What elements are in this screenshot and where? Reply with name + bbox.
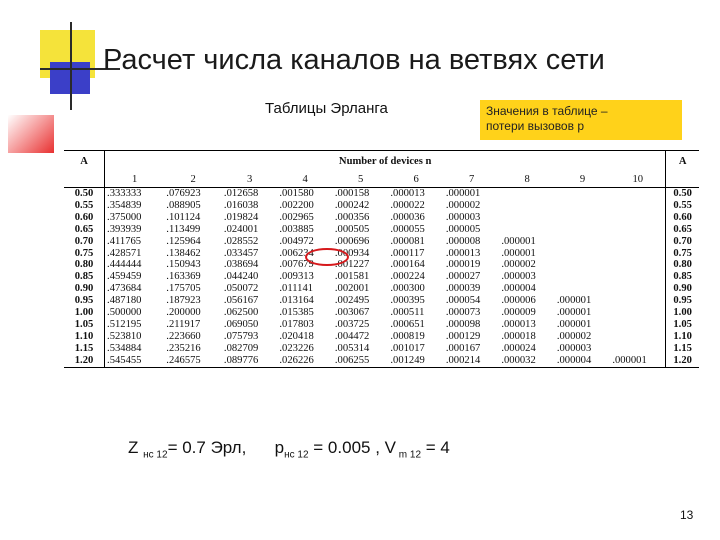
- table-cell: .163369: [166, 271, 201, 283]
- a-value-right: 0.60: [666, 212, 699, 224]
- table-cell: [610, 307, 665, 319]
- table-cell: .000039: [445, 283, 481, 295]
- table-cell: .428571: [107, 247, 142, 259]
- table-cell: .012658: [223, 188, 259, 199]
- table-cell: [499, 188, 554, 200]
- table-cell: .003725: [334, 318, 370, 330]
- a-value-right: 0.55: [666, 200, 699, 212]
- table-cell: [555, 248, 610, 260]
- table-cell: .223660: [166, 330, 201, 342]
- v-subscript: m 12: [396, 449, 422, 461]
- table-cell: .056167: [223, 295, 259, 307]
- p-subscript: нс 12: [284, 449, 309, 461]
- table-cell: .009313: [279, 271, 314, 283]
- table-row: [64, 188, 699, 200]
- a-value-left: 0.70: [64, 236, 105, 248]
- table-cell: .000009: [501, 307, 536, 319]
- table-row: [64, 248, 699, 260]
- table-cell: .000696: [334, 235, 370, 247]
- a-value-left: 1.10: [64, 331, 105, 343]
- device-number-header: 7: [444, 173, 499, 188]
- table-cell: .354839: [107, 199, 142, 211]
- table-cell: .393939: [107, 223, 142, 235]
- p-symbol: р: [274, 438, 285, 457]
- table-cell: .011141: [279, 283, 314, 295]
- table-cell: .000054: [445, 295, 481, 307]
- table-cell: .016038: [223, 199, 259, 211]
- table-cell: .006255: [333, 355, 388, 367]
- table-cell: .002495: [334, 295, 370, 307]
- table-cell: .000027: [445, 271, 481, 283]
- table-row: [64, 271, 699, 283]
- table-cell: [610, 295, 665, 307]
- table-cell: .002001: [334, 283, 370, 295]
- z-symbol: Z: [128, 438, 139, 457]
- table-cell: .007679: [279, 259, 314, 271]
- erlang-table: [64, 150, 699, 368]
- table-cell: .000055: [390, 223, 425, 235]
- decor-vertical-line: [70, 22, 72, 110]
- table-cell: .545455: [105, 355, 165, 367]
- a-value-right: 0.90: [666, 283, 699, 295]
- table-cell: [610, 224, 665, 236]
- table-cell: .001227: [334, 259, 370, 271]
- table-cell: .001249: [388, 355, 443, 367]
- table-cell: [555, 200, 610, 212]
- device-number-header: 3: [222, 173, 277, 188]
- a-value-right: 0.75: [666, 248, 699, 260]
- table-cell: .000224: [390, 271, 425, 283]
- table-cell: .000158: [334, 188, 370, 199]
- device-number-header: 10: [610, 173, 665, 188]
- table-cell: .000395: [390, 295, 425, 307]
- table-cell: [555, 283, 610, 295]
- table-cell: .500000: [107, 307, 142, 319]
- table-cell: .000129: [445, 330, 481, 342]
- z-value: = 0.7 Эрл,: [167, 438, 247, 457]
- table-cell: .000511: [390, 307, 425, 319]
- a-value-left: 0.85: [64, 271, 105, 283]
- table-cell: .033457: [223, 247, 259, 259]
- a-value-left: 1.20: [64, 355, 105, 367]
- table-cell: .015385: [279, 307, 314, 319]
- table-cell: .000001: [556, 318, 592, 330]
- table-cell: .000098: [445, 318, 481, 330]
- table-cell: .019824: [223, 211, 259, 223]
- table-cell: .000001: [610, 355, 665, 367]
- table-cell: .076923: [166, 188, 201, 199]
- table-cell: .000001: [445, 188, 481, 199]
- table-cell: .006234: [279, 247, 314, 259]
- table-cell: .000117: [390, 247, 425, 259]
- table-cell: .000018: [501, 330, 536, 342]
- table-cell: .026226: [277, 355, 332, 367]
- note-text: Значения в таблице – потери вызовов p: [486, 104, 608, 133]
- table-cell: .000003: [556, 342, 592, 354]
- table-cell: [555, 188, 610, 200]
- a-value-left: 1.00: [64, 307, 105, 319]
- table-cell: .000005: [445, 223, 481, 235]
- table-cell: .211917: [166, 318, 201, 330]
- table-cell: .000004: [555, 355, 610, 367]
- table-cell: .000013: [445, 247, 481, 259]
- device-number-row: [64, 173, 699, 188]
- table-cell: [610, 319, 665, 331]
- table-cell: .487180: [107, 295, 142, 307]
- table-cell: .017803: [279, 318, 314, 330]
- page-number: 13: [680, 508, 694, 522]
- table-cell: .000164: [390, 259, 425, 271]
- table-cell: .005314: [334, 342, 370, 354]
- table-cell: [499, 212, 554, 224]
- table-cell: .235216: [166, 342, 201, 354]
- table-cell: .200000: [166, 307, 201, 319]
- a-value-left: 1.15: [64, 343, 105, 355]
- table-cell: [610, 188, 665, 200]
- table-cell: .000019: [445, 259, 481, 271]
- table-cell: .246575: [164, 355, 222, 367]
- table-cell: [499, 224, 554, 236]
- a-value-left: 0.90: [64, 283, 105, 295]
- right-a-label: A: [666, 151, 699, 174]
- table-cell: [610, 236, 665, 248]
- a-value-right: 1.10: [666, 331, 699, 343]
- table-row: [64, 236, 699, 248]
- table-cell: .000003: [501, 271, 536, 283]
- table-cell: [610, 331, 665, 343]
- table-caption: Таблицы Эрланга: [265, 100, 388, 117]
- table-cell: .050072: [223, 283, 259, 295]
- table-cell: .000002: [556, 330, 592, 342]
- table-cell: .444444: [107, 259, 142, 271]
- table-cell: .002200: [279, 199, 314, 211]
- table-cell: [499, 200, 554, 212]
- table-cell: .003067: [334, 307, 370, 319]
- table-cell: .004472: [334, 330, 370, 342]
- table-cell: .038694: [223, 259, 259, 271]
- table-cell: .333333: [107, 188, 142, 199]
- table-row: [64, 283, 699, 295]
- decor-red-gradient-square: [8, 115, 54, 153]
- table-cell: [610, 283, 665, 295]
- table-cell: .004972: [279, 235, 314, 247]
- table-cell: .523810: [107, 330, 142, 342]
- device-number-header: 2: [164, 173, 222, 188]
- slide-title: Расчет числа каналов на ветвях сети: [103, 44, 605, 76]
- table-cell: .000013: [501, 318, 536, 330]
- a-value-left: 0.50: [64, 188, 105, 200]
- table-cell: .534884: [107, 342, 142, 354]
- table-cell: .003885: [279, 223, 314, 235]
- a-value-right: 0.50: [666, 188, 699, 200]
- a-value-left: 0.75: [64, 248, 105, 260]
- table-row: [64, 319, 699, 331]
- a-value-right: 0.80: [666, 259, 699, 271]
- table-cell: .175705: [166, 283, 201, 295]
- a-value-left: 0.65: [64, 224, 105, 236]
- table-cell: .000001: [501, 235, 536, 247]
- table-cell: [610, 212, 665, 224]
- table-cell: .088905: [166, 199, 201, 211]
- a-value-left: 1.05: [64, 319, 105, 331]
- a-value-right: 0.85: [666, 271, 699, 283]
- table-cell: .000004: [501, 283, 536, 295]
- table-cell: .028552: [223, 235, 259, 247]
- table-cell: .001581: [334, 271, 370, 283]
- table-cell: [610, 248, 665, 260]
- table-cell: .000081: [390, 235, 425, 247]
- note-box: [480, 100, 682, 140]
- table-cell: .000001: [556, 295, 592, 307]
- highlight-circle: [305, 248, 349, 266]
- table-cell: .075793: [223, 330, 259, 342]
- z-subscript: нс 12: [143, 449, 168, 461]
- a-value-right: 1.15: [666, 343, 699, 355]
- a-value-right: 1.05: [666, 319, 699, 331]
- a-value-left: 0.60: [64, 212, 105, 224]
- table-cell: .020418: [279, 330, 314, 342]
- a-value-right: 0.65: [666, 224, 699, 236]
- table-cell: .000934: [334, 247, 370, 259]
- table-cell: .000819: [390, 330, 425, 342]
- a-value-right: 0.95: [666, 295, 699, 307]
- table-cell: .013164: [279, 295, 314, 307]
- table-cell: .069050: [223, 318, 259, 330]
- table-cell: .000001: [556, 307, 592, 319]
- table-row: [64, 331, 699, 343]
- table-cell: .000008: [445, 235, 481, 247]
- table-cell: .113499: [166, 223, 201, 235]
- table-cell: .411765: [107, 235, 142, 247]
- table-cell: .024001: [223, 223, 259, 235]
- table-cell: .000356: [334, 211, 370, 223]
- table-cell: .150943: [166, 259, 201, 271]
- table-cell: .000505: [334, 223, 370, 235]
- table-row: [64, 295, 699, 307]
- table-cell: .000001: [501, 247, 536, 259]
- table-cell: .125964: [166, 235, 201, 247]
- table-body: [64, 188, 699, 368]
- table-cell: .187923: [166, 295, 201, 307]
- table-cell: .000032: [499, 355, 554, 367]
- table-cell: [555, 271, 610, 283]
- corner-a-label: A: [64, 151, 105, 174]
- a-value-right: 0.70: [666, 236, 699, 248]
- table-row: [64, 259, 699, 271]
- table-cell: .000214: [444, 355, 499, 367]
- table-cell: .000073: [445, 307, 481, 319]
- a-value-right: 1.00: [666, 307, 699, 319]
- table-cell: .000242: [334, 199, 370, 211]
- table-cell: [555, 236, 610, 248]
- a-value-left: 0.95: [64, 295, 105, 307]
- table-row: [64, 343, 699, 355]
- v-value: = 4: [421, 438, 450, 457]
- device-number-header: 1: [105, 173, 165, 188]
- table-cell: .000300: [390, 283, 425, 295]
- table-cell: .002965: [279, 211, 314, 223]
- table-cell: .044240: [223, 271, 259, 283]
- table-cell: .101124: [166, 211, 201, 223]
- table-cell: .000003: [445, 211, 481, 223]
- table-cell: [610, 271, 665, 283]
- table-cell: .062500: [223, 307, 259, 319]
- table-cell: .000013: [390, 188, 425, 199]
- device-number-header: 9: [555, 173, 610, 188]
- device-number-header: 8: [499, 173, 554, 188]
- table-row: [64, 200, 699, 212]
- table-cell: .138462: [166, 247, 201, 259]
- table-cell: .473684: [107, 283, 142, 295]
- device-number-header: 4: [277, 173, 332, 188]
- table-cell: [610, 343, 665, 355]
- table-cell: .001017: [390, 342, 425, 354]
- table-cell: .000022: [390, 199, 425, 211]
- table-cell: .000002: [445, 199, 481, 211]
- a-value-right: 1.20: [666, 355, 699, 367]
- p-value: = 0.005 , V: [308, 438, 396, 457]
- table-cell: .000006: [501, 295, 536, 307]
- table-cell: .000002: [501, 259, 536, 271]
- table-row: [64, 212, 699, 224]
- table-cell: [555, 259, 610, 271]
- table-cell: .023226: [279, 342, 314, 354]
- table-row: [64, 224, 699, 236]
- table-cell: [555, 212, 610, 224]
- table-cell: .000024: [501, 342, 536, 354]
- table-cell: .082709: [223, 342, 259, 354]
- table-cell: .000167: [445, 342, 481, 354]
- table-cell: .089776: [222, 355, 277, 367]
- table-cell: .000036: [390, 211, 425, 223]
- table-cell: .512195: [107, 318, 142, 330]
- table-cell: [610, 259, 665, 271]
- table-cell: .000651: [390, 318, 425, 330]
- device-number-header: 5: [333, 173, 388, 188]
- table-cell: .375000: [107, 211, 142, 223]
- table-cell: [555, 224, 610, 236]
- table-cell: [610, 200, 665, 212]
- table-cell: .459459: [107, 271, 142, 283]
- table-cell: .001580: [279, 188, 314, 199]
- formula: [128, 438, 450, 460]
- table-row: [64, 355, 699, 367]
- a-value-left: 0.55: [64, 200, 105, 212]
- table-row: [64, 307, 699, 319]
- device-number-header: 6: [388, 173, 443, 188]
- a-value-left: 0.80: [64, 259, 105, 271]
- number-of-devices-header: Number of devices n: [105, 151, 666, 174]
